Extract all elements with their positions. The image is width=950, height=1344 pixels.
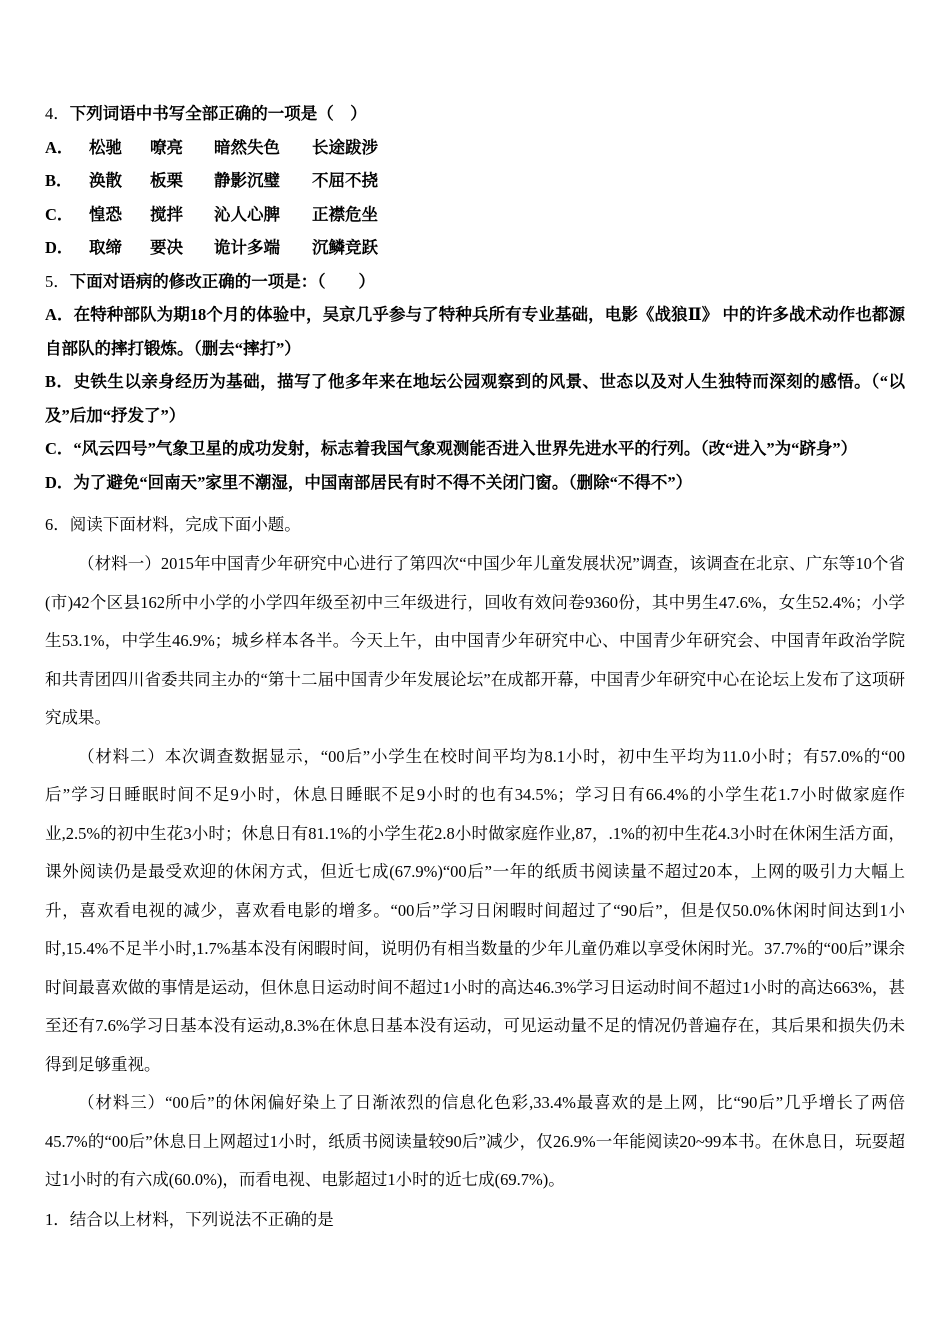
- question-5-option-c: [45, 432, 905, 466]
- option-word: 取缔: [89, 238, 122, 257]
- material-2: （材料二）本次调查数据显示，“00后”小学生在校时间平均为8.1小时，初中生平均为11.0小时；有57.0%的“00后”学习日睡眠时间不足9小时，休息日睡眠不足9小时的也有34.5%；学习日有66.4%的小学生花1.7小时做家庭作业,2.5%的初中生花3小时；休息日有81.1%的小学生花2.8小时做家庭作业,87，.1%的初中生花4.3小时在休闲生活方面，课外阅读仍是最受欢迎的休闲方式，但近七成(67.9%)“00后”一年的纸质书阅读量不超过20本，上网的吸引力大幅上升，喜欢看电视的减少，喜欢看电影的增多。“00后”学习日闲暇时间超过了“90后”，但是仅50.0%休闲时间达到1小时,15.4%不足半小时,1.7%基本没有闲暇时间，说明仍有相当数量的少年儿童仍难以享受休闲时光。37.7%的“00后”课余时间最喜欢做的事情是运动，但休息日运动时间不超过1小时的高达46.3%学习日运动时间不超过1小时的高达663%，甚至还有7.6%学习日基本没有运动,8.3%在休息日基本没有运动，可见运动量不足的情况仍普遍存在，其后果和损失仍未得到足够重视。: [45, 746, 905, 1074]
- option-label: C．: [45, 204, 74, 224]
- question-6-block: [45, 505, 905, 1239]
- option-text: “风云四号”气象卫星的成功发射，标志着我国气象观测能否进入世界先进水平的行列。（改“进入”为“跻身”）: [73, 439, 858, 458]
- question-4-stem: [45, 97, 905, 131]
- option-word: 涣散: [89, 171, 122, 190]
- option-text: 为了避免“回南天”家里不潮湿，中国南部居民有时不得不关闭门窗。（删除“不得不”）: [73, 472, 693, 492]
- option-word: 沉鳞竞跃: [312, 238, 378, 257]
- option-word: 静影沉璧: [214, 171, 280, 190]
- option-word: 惶恐: [89, 204, 122, 224]
- question-6-stem: [45, 505, 905, 545]
- option-word: 沁人心脾: [214, 204, 280, 224]
- question-4-block: [45, 97, 905, 265]
- sub-question-1-text: 结合以上材料，下列说法不正确的是: [69, 1209, 334, 1229]
- question-4-option-d: [45, 231, 905, 265]
- question-5-option-d: [45, 466, 905, 500]
- option-word: 正襟危坐: [312, 204, 378, 224]
- option-word: 暗然失色: [214, 137, 280, 157]
- question-5-number: 5．: [45, 271, 70, 291]
- option-label: B．: [45, 372, 74, 391]
- question-4-option-b: [45, 164, 905, 198]
- question-4-option-a: [45, 131, 905, 165]
- option-word: 要决: [150, 238, 183, 257]
- option-word: 诡计多端: [214, 238, 280, 257]
- question-4-option-c: [45, 198, 905, 232]
- option-label: A．: [45, 305, 74, 324]
- option-word: 搅拌: [150, 204, 183, 224]
- option-word: 不屈不挠: [312, 171, 378, 190]
- question-6-text: 阅读下面材料，完成下面小题。: [69, 515, 301, 534]
- option-label: D．: [45, 472, 74, 492]
- option-word: 松驰: [89, 137, 122, 157]
- option-word: 板栗: [150, 171, 183, 190]
- option-label: B．: [45, 171, 73, 190]
- sub-question-1: [45, 1201, 905, 1240]
- question-6-number: 6．: [45, 515, 70, 534]
- sub-question-1-number: 1．: [45, 1209, 70, 1229]
- question-4-number: 4．: [45, 104, 70, 123]
- question-5-stem: [45, 265, 905, 299]
- question-5-option-b: [45, 365, 905, 432]
- option-word: 嘹亮: [150, 137, 183, 157]
- option-label: C．: [45, 439, 74, 458]
- question-5-option-a: [45, 298, 905, 365]
- option-text: 史铁生以亲身经历为基础，描写了他多年来在地坛公园观察到的风景、世态以及对人生独特而深刻的感悟。（“以及”后加“抒发了”）: [45, 372, 905, 425]
- question-4-text: 下列词语中书写全部正确的一项是（ ）: [69, 104, 367, 123]
- material-1: （材料一）2015年中国青少年研究中心进行了第四次“中国少年儿童发展状况”调查，该调查在北京、广东等10个省(市)42个区县162所中小学的小学四年级至初中三年级进行，回收有效问卷9360份，其中男生47.6%，女生52.4%；小学生53.1%，中学生46.9%；城乡样本各半。今天上午，由中国青少年研究中心、中国青少年研究会、中国青年政治学院和共青团四川省委共同主办的“第十二届中国青少年发展论坛”在成都开幕，中国青少年研究中心在论坛上发布了这项研究成果。: [45, 554, 905, 727]
- question-5-text: 下面对语病的修改正确的一项是：（ ）: [69, 271, 375, 291]
- option-text: 在特种部队为期18个月的体验中，吴京几乎参与了特种兵所有专业基础，电影《战狼Ⅱ》 中的许多战术动作也都源自部队的摔打锻炼。（删去“摔打”）: [45, 305, 906, 358]
- option-label: D．: [45, 238, 74, 257]
- material-3: （材料三）“00后”的休闲偏好染上了日渐浓烈的信息化色彩,33.4%最喜欢的是上网，比“90后”几乎增长了两倍45.7%的“00后”休息日上网超过1小时，纸质书阅读量较90后”减少，仅26.9%一年能阅读20~99本书。在休息日，玩耍超过1小时的有六成(60.0%)，而看电视、电影超过1小时的近七成(69.7%)。: [45, 1093, 905, 1189]
- question-5-block: [45, 265, 905, 500]
- option-label: A．: [45, 137, 74, 157]
- option-word: 长途跋涉: [312, 137, 378, 157]
